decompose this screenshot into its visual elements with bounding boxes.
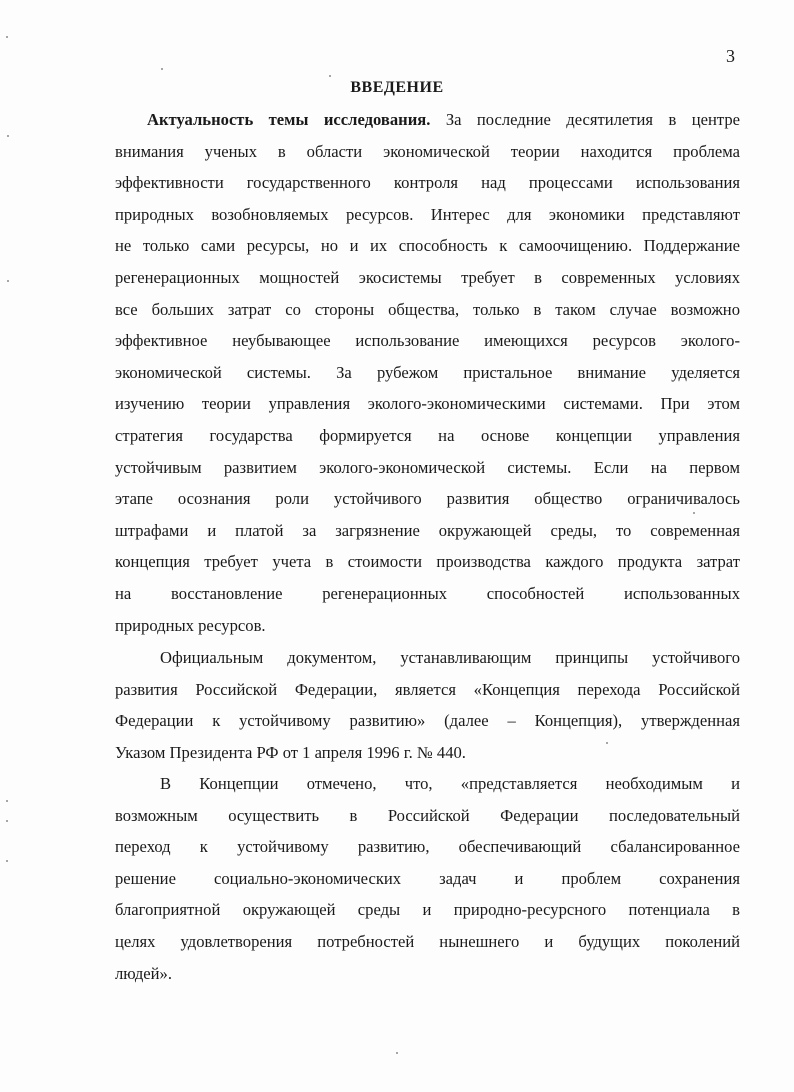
paragraph-line: внимания ученых в области экономической теории находится проблема xyxy=(115,141,740,161)
page-number: 3 xyxy=(726,46,735,66)
paragraph-line: развития Российской Федерации, является «Концепция перехода Российской xyxy=(115,679,740,699)
scan-speck xyxy=(329,75,331,77)
paragraph-line: целях удовлетворения потребностей нынешнего и будущих поколений xyxy=(115,931,740,951)
paragraph-line: этапе осознания роли устойчивого развития общество ограничивалось xyxy=(115,489,740,509)
paragraph-line: возможным осуществить в Российской Федерации последовательный xyxy=(115,805,740,825)
section-title: ВВЕДЕНИЕ xyxy=(350,79,444,96)
paragraph-line: природных ресурсов. xyxy=(115,615,266,635)
paragraph-line: людей». xyxy=(115,963,172,983)
paragraph-line: благоприятной окружающей среды и природно-ресурсного потенциала в xyxy=(115,900,740,920)
paragraph-line: на восстановление регенерационных способностей использованных xyxy=(115,583,740,603)
scan-speck xyxy=(7,135,9,137)
paragraph-relevance xyxy=(115,104,740,641)
scan-speck xyxy=(7,280,9,282)
scan-speck xyxy=(161,68,163,70)
paragraph-line: природных возобновляемых ресурсов. Интерес для экономики представляют xyxy=(115,204,740,224)
scan-speck xyxy=(6,860,8,862)
scan-speck xyxy=(396,1052,398,1054)
paragraph-line: эффективное неубывающее использование имеющихся ресурсов эколого- xyxy=(115,331,740,351)
paragraph-line: В Концепции отмечено, что, «представляется необходимым и xyxy=(160,774,740,793)
paragraph-line: Актуальность темы исследования. За последние десятилетия в центре xyxy=(147,110,740,129)
paragraph-line: экономической системы. За рубежом пристальное внимание уделяется xyxy=(115,362,740,382)
relevance-heading: Актуальность темы исследования. xyxy=(147,110,431,129)
paragraph-line: регенерационных мощностей экосистемы требует в современных условиях xyxy=(115,267,740,287)
paragraph-line: штрафами и платой за загрязнение окружающей среды, то современная xyxy=(115,520,740,540)
scan-speck xyxy=(693,512,695,514)
paragraph-line: не только сами ресурсы, но и их способность к самоочищению. Поддержание xyxy=(115,236,740,256)
scan-speck xyxy=(6,820,8,822)
paragraph-line: решение социально-экономических задач и проблем сохранения xyxy=(115,868,740,888)
paragraph-line: Указом Президента РФ от 1 апреля 1996 г. № 440. xyxy=(115,742,466,762)
paragraph-line: стратегия государства формируется на основе концепции управления xyxy=(115,425,740,445)
scan-speck xyxy=(606,742,608,744)
paragraph-line: изучению теории управления эколого-экономическими системами. При этом xyxy=(115,394,740,414)
paragraph-concept-quote xyxy=(115,768,740,989)
scan-speck xyxy=(6,36,8,38)
paragraph-line: все больших затрат со стороны общества, только в таком случае возможно xyxy=(115,299,740,319)
scan-speck xyxy=(6,800,8,802)
paragraph-line: Федерации к устойчивому развитию» (далее – Концепция), утвержденная xyxy=(115,711,740,731)
paragraph-line: Официальным документом, устанавливающим принципы устойчивого xyxy=(160,648,740,667)
paragraph-line: эффективности государственного контроля над процессами использования xyxy=(115,173,740,193)
paragraph-line: устойчивым развитием эколого-экономической системы. Если на первом xyxy=(115,457,740,477)
paragraph-official-document xyxy=(115,642,740,768)
paragraph-line: переход к устойчивому развитию, обеспечивающий сбалансированное xyxy=(115,837,740,857)
paragraph-line: концепция требует учета в стоимости производства каждого продукта затрат xyxy=(115,552,740,572)
